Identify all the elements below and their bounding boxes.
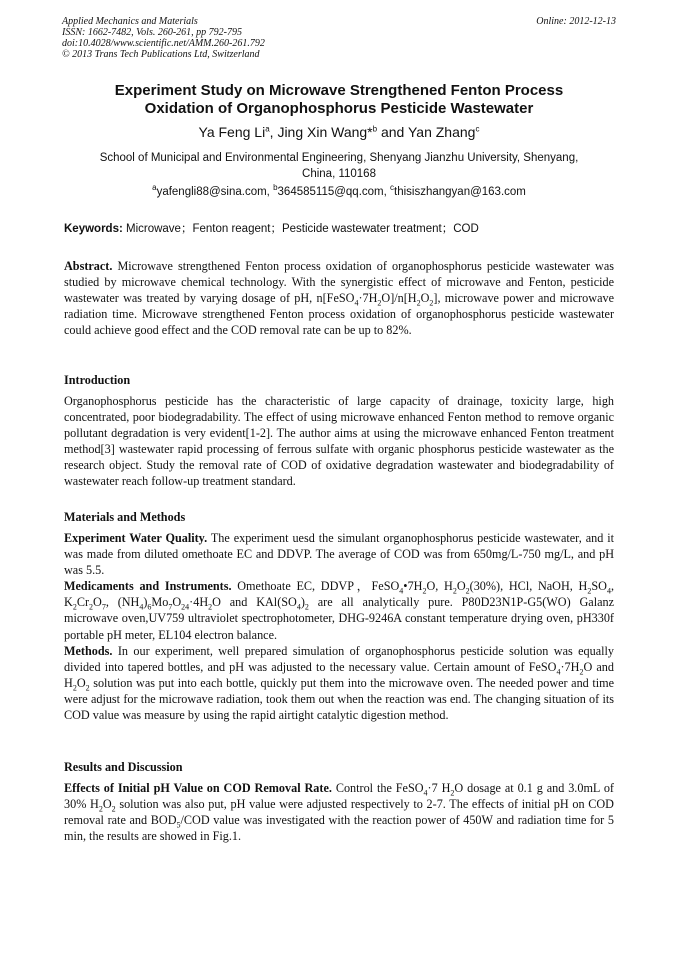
medicaments-text: SO (591, 579, 607, 594)
subscript: 2 (579, 667, 584, 677)
results-text: Control the FeSO (331, 781, 424, 795)
subscript: 2 (72, 602, 77, 612)
subscript: 2 (450, 788, 455, 798)
methods-paragraph (64, 643, 614, 723)
subscript: 2 (304, 602, 309, 612)
introduction-paragraph: Organophosphorus pesticide has the characteristic of large capacity of drainage, toxicity large, high concentrated, poor biodegradability. The effect of using microwave enhanced Fenton method to remove organic pollutant degradation is very evident[1-2]. The author aims at using the microwave enhanced Fenton treatment method[3] wastewater rapid processing of ferrous sulfate with organic phosphorus pesticide wastewater as the research object. Study the removal rate of COD of oxidative degradation wastewater and biodegradability of wastewater reach follow-up treatment standard. (64, 394, 614, 489)
subscript: 6 (147, 602, 152, 612)
email-1[interactable]: yafengli88@sina.com, (156, 186, 274, 198)
methods-text: O and H (64, 659, 614, 690)
subscript: 2 (208, 602, 213, 612)
medicaments-text: ) (143, 595, 148, 610)
affiliation-line-1: School of Municipal and Environmental Engineering, Shenyang Jianzhu University, Shenyang, (99, 152, 579, 164)
copyright-line: © 2013 Trans Tech Publications Ltd, Switzerland (62, 49, 260, 60)
medicaments-text: O (172, 595, 182, 610)
subscript: 4 (399, 586, 404, 596)
subscript: 4 (354, 298, 359, 308)
online-date: Online: 2012-12-13 (536, 16, 616, 27)
author-1-sup: a (265, 124, 270, 134)
email-2[interactable]: 364585115@qq.com, (277, 186, 391, 198)
author-3: Yan Zhang (407, 124, 476, 140)
medicaments-text: O (93, 595, 102, 610)
subscript: 2 (429, 298, 434, 308)
water-quality-label: Experiment Water Quality. (64, 531, 208, 545)
water-quality-paragraph (64, 530, 614, 578)
subscript: 2 (465, 586, 470, 596)
subscript: 2 (72, 683, 77, 693)
abstract-text: ·7H (358, 291, 378, 306)
subscript: 2 (422, 586, 427, 596)
subscript: 2 (416, 298, 421, 308)
email-2-sup: b (273, 183, 278, 193)
medicaments-text: ·4H (189, 595, 209, 610)
doi-line: doi:10.4028/www.scientific.net/AMM.260-261.792 (62, 38, 265, 49)
methods-text: O (76, 675, 86, 690)
subscript: 7 (168, 602, 173, 612)
subscript: 2 (377, 298, 382, 308)
subscript: 2 (89, 602, 93, 612)
medicaments-text: Cr (76, 595, 89, 610)
journal-header (62, 16, 616, 60)
results-text: O (102, 797, 112, 812)
subscript: 4 (556, 667, 561, 677)
email-3[interactable]: thisiszhangyan@163.com (394, 186, 526, 198)
results-text: ·7 H (427, 781, 451, 795)
results-text: O dosage at 0.1 g and 3.0mL of 30% H (64, 781, 614, 812)
medicaments-label: Medicaments and Instruments. (64, 579, 232, 594)
medicaments-text: Mo (151, 595, 169, 610)
medicaments-text: , K (64, 579, 614, 610)
subscript: 2 (111, 804, 116, 814)
email-list (40, 184, 638, 200)
results-paragraph (64, 780, 614, 844)
issn-line: ISSN: 1662-7482, Vols. 260-261, pp 792-795 (62, 27, 242, 38)
medicaments-text: Omethoate EC, DDVP，FeSO (231, 579, 400, 594)
author-3-sup: c (475, 124, 480, 134)
results-heading: Results and Discussion (64, 760, 183, 774)
medicaments-text: O, H (426, 579, 453, 594)
keywords (64, 222, 614, 237)
medicaments-paragraph (64, 578, 614, 642)
subscript: 4 (606, 586, 611, 596)
medicaments-text: ) (300, 595, 305, 610)
abstract-label: Abstract. (64, 259, 113, 273)
author-sep-1: , (269, 124, 278, 140)
subscript: 4 (423, 788, 428, 798)
medicaments-text: , (NH (105, 595, 140, 610)
subscript: 2 (587, 586, 592, 596)
subscript: 2 (452, 586, 457, 596)
journal-name: Applied Mechanics and Materials (62, 16, 198, 27)
paper-title (40, 82, 638, 118)
abstract-text: O]/n[H (381, 291, 417, 306)
subscript: 24 (181, 602, 190, 612)
abstract-text: Microwave strengthened Fenton process oxidation of organophosphorus pesticide wastewater was studied by microwave chemical technology. With the synergistic effect of microwave and Fenton, pesticide wastewater was treated by varying dosage of pH, n[FeSO (64, 259, 614, 306)
introduction-heading: Introduction (64, 373, 131, 387)
methods-body (64, 530, 614, 723)
results-text: solution was also put, pH value were adjusted respectively to 2-7. The effects of initial pH on COD removal rate and BOD (64, 797, 614, 828)
subscript: 2 (85, 683, 90, 693)
abstract-text: ], microwave power and microwave radiation time. Microwave strengthened Fenton process oxidation of organophosphorus pesticide wastewater could achieve good effect and the COD removal rate can be up to 82%. (64, 291, 614, 338)
medicaments-text: O (456, 579, 466, 594)
subscript: 7 (101, 602, 106, 612)
medicaments-text: •7H (403, 579, 423, 594)
email-3-sup: c (390, 183, 395, 193)
title-line-1: Experiment Study on Microwave Strengthened Fenton Process (114, 82, 564, 99)
methods-heading: Materials and Methods (64, 510, 186, 524)
water-quality-text: The experiment uesd the simulant organophosphorus pesticide wastewater, and it was made from diluted omethoate EC and DDVP. The average of COD was from 650mg/L-750 mg/L, and pH was 5.5. (64, 531, 614, 578)
medicaments-text: O and KAl(SO (212, 595, 297, 610)
subscript: 4 (139, 602, 144, 612)
email-1-sup: a (152, 183, 157, 193)
methods-text: In our experiment, well prepared simulation of organophosphorus pesticide solution was equally divided into tapered bottles, and pH was adjusted to the necessary value. Certain amount of FeSO (64, 643, 614, 674)
author-2-sup: b (372, 124, 378, 134)
results-text: /COD value was investigated with the reaction power of 450W and radiation time for 5 min, the results are showed in Fig.1. (64, 813, 614, 844)
methods-text: solution was put into each bottle, quickly put them into the microwave oven. The needed power and time were adjust for the microwave radiation, took them out when the reaction was end. The changing situation of its COD value was measure by using the rapid airtight catalytic digestion method. (64, 675, 614, 723)
author-list (40, 123, 638, 141)
author-2: Jing Xin Wang* (277, 124, 373, 140)
abstract-paragraph (64, 258, 614, 338)
subscript: 4 (296, 602, 301, 612)
affiliation (64, 150, 614, 182)
medicaments-text: are all analytically pure. P80D23N1P-G5(WO) Galanz microwave oven,UV759 ultraviolet spectrophotometer, DHG-9246A constant temperature drying oven, pH330f portable pH meter, EL104 electron balance. (64, 595, 614, 642)
methods-label: Methods. (64, 643, 113, 658)
subscript: 5 (176, 820, 181, 830)
results-label: Effects of Initial pH Value on COD Removal Rate. (64, 781, 332, 795)
abstract-text: O (420, 291, 430, 306)
keywords-label: Keywords: (64, 223, 123, 235)
title-line-2: Oxidation of Organophosphorus Pesticide Wastewater (144, 100, 534, 117)
medicaments-text: (30%), HCl, NaOH, H (469, 579, 588, 594)
author-sep-2: and (377, 124, 408, 140)
methods-text: ·7H (560, 659, 580, 674)
subscript: 2 (98, 804, 103, 814)
author-1: Ya Feng Li (198, 124, 266, 140)
affiliation-line-2: China, 110168 (302, 168, 376, 180)
keywords-text: Microwave；Fenton reagent；Pesticide wastewater treatment；COD (122, 223, 479, 235)
